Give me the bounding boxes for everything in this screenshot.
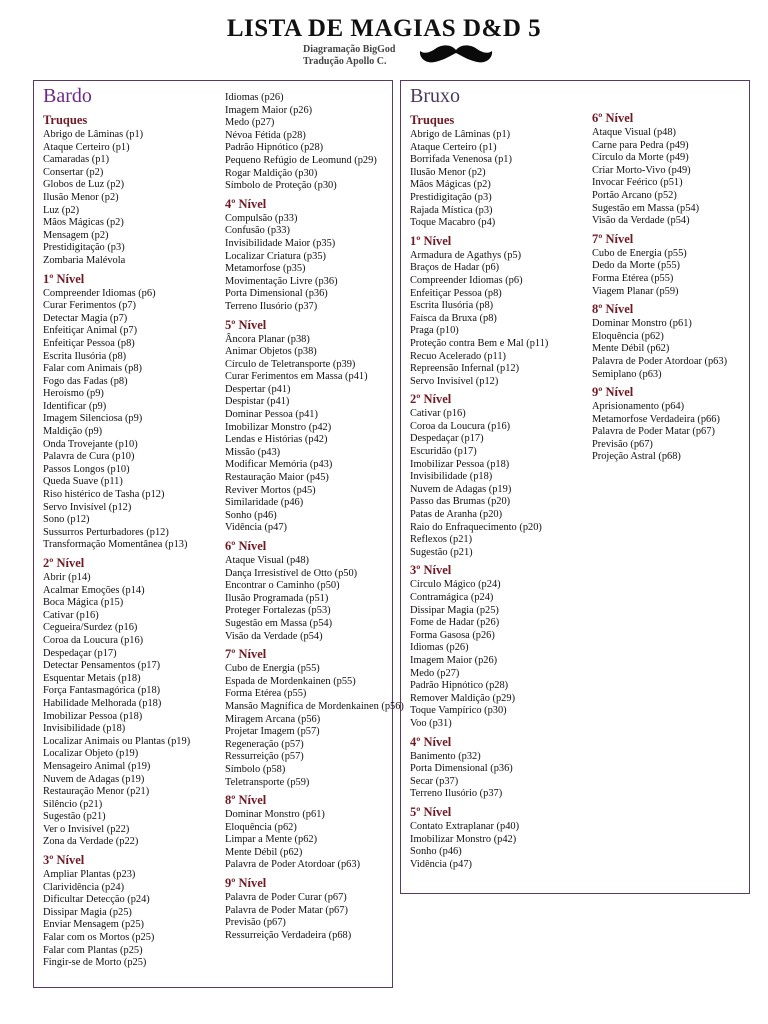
- spell-item: Secar (p37): [410, 775, 459, 787]
- spell-item: Rogar Maldição (p30): [225, 167, 318, 179]
- spell-item: Força Fantasmagórica (p18): [43, 685, 161, 697]
- spell-list: [410, 751, 585, 801]
- spell-list: [225, 555, 390, 643]
- spell-item: Despedaçar (p17): [410, 433, 484, 445]
- spell-item: Mensageiro Animal (p19): [43, 760, 151, 772]
- spell-item: Eloquência (p62): [592, 330, 664, 342]
- spell-item: Despertar (p41): [225, 383, 291, 395]
- spell-level-heading: 6º Nível: [225, 539, 267, 553]
- spell-item: Nuvem de Adagas (p19): [410, 483, 512, 495]
- spell-item: Aprisionamento (p64): [592, 401, 685, 413]
- spell-item: Cegueira/Surdez (p16): [43, 622, 138, 634]
- spell-item: Previsão (p67): [225, 917, 286, 929]
- spell-list: [592, 127, 747, 228]
- spell-item: Falar com Animais (p8): [43, 363, 142, 375]
- spell-item: Mansão Magnífica de Mordenkainen (p56): [225, 700, 404, 712]
- spell-list: [225, 334, 390, 536]
- spell-item: Forma Gasosa (p26): [410, 629, 495, 641]
- spell-item: Sono (p12): [43, 514, 90, 526]
- spell-item: Dominar Pessoa (p41): [225, 409, 318, 421]
- spell-item: Ver o Invisível (p22): [43, 823, 130, 835]
- spell-level-heading: Truques: [410, 113, 455, 127]
- spell-item: Passos Longos (p10): [43, 463, 130, 475]
- spell-item: Voo (p31): [410, 717, 452, 729]
- spell-item: Acalmar Emoções (p14): [43, 584, 145, 596]
- spell-item: Miragem Arcana (p56): [225, 713, 321, 725]
- spell-item: Vidência (p47): [410, 858, 472, 870]
- spell-item: Fingir-se de Morto (p25): [43, 957, 147, 969]
- spell-item: Imobilizar Monstro (p42): [410, 833, 517, 845]
- class-title-bruxo: Bruxo: [410, 85, 460, 107]
- spell-item: Escrita Ilusória (p8): [410, 300, 494, 312]
- spell-list: [410, 129, 585, 230]
- spell-item: Heroísmo (p9): [43, 388, 104, 400]
- spell-item: Invisibilidade (p18): [43, 723, 126, 735]
- spell-item: Coroa da Loucura (p16): [410, 420, 511, 432]
- spell-item: Círculo de Teletransporte (p39): [225, 358, 356, 370]
- spell-item: Banimento (p32): [410, 750, 481, 762]
- mustache-icon: [418, 42, 494, 68]
- spell-item: Palavra de Poder Atordoar (p63): [225, 859, 361, 871]
- spell-item: Terreno Ilusório (p37): [225, 300, 318, 312]
- spell-item: Servo Invisível (p12): [410, 375, 499, 387]
- spell-item: Porta Dimensional (p36): [410, 763, 513, 775]
- spell-item: Despistar (p41): [225, 396, 290, 408]
- spell-item: Ampliar Plantas (p23): [43, 869, 136, 881]
- spell-item: Imobilizar Pessoa (p18): [410, 458, 510, 470]
- spell-item: Zona da Verdade (p22): [43, 836, 139, 848]
- bruxo-column-2: [592, 111, 747, 464]
- spell-item: Viagem Planar (p59): [592, 285, 679, 297]
- spell-item: Ataque Certeiro (p1): [410, 141, 497, 153]
- spell-item: Toque Macabro (p4): [410, 217, 496, 229]
- spell-item: Raio do Enfraquecimento (p20): [410, 521, 542, 533]
- spell-item: Boca Mágica (p15): [43, 597, 124, 609]
- spell-item: Curar Ferimentos (p7): [43, 300, 136, 312]
- spell-item: Reflexos (p21): [410, 534, 473, 546]
- spell-item: Palavra de Poder Matar (p67): [225, 904, 348, 916]
- spell-item: Portão Arcano (p52): [592, 189, 677, 201]
- spell-item: Clarividência (p24): [43, 881, 125, 893]
- spell-list: [43, 869, 218, 970]
- spell-item: Mensagem (p2): [43, 229, 109, 241]
- spell-item: Prestidigitação (p3): [43, 242, 125, 254]
- spell-item: Âncora Planar (p38): [225, 333, 310, 345]
- spell-list: [43, 288, 218, 552]
- bardo-column-2: [225, 92, 404, 942]
- spell-list: [592, 401, 747, 464]
- spell-item: Escuridão (p17): [410, 446, 477, 458]
- spell-item: Projetar Imagem (p57): [225, 726, 320, 738]
- spell-level-heading: 1º Nível: [410, 233, 452, 248]
- spell-item: Enfeitiçar Animal (p7): [43, 325, 138, 337]
- spell-item: Armadura de Agathys (p5): [410, 249, 522, 261]
- spell-item: Enfeitiçar Pessoa (p8): [410, 287, 502, 299]
- spell-item: Localizar Criatura (p35): [225, 250, 326, 262]
- class-title-bardo: Bardo: [43, 85, 92, 107]
- spell-item: Falar com Plantas (p25): [43, 944, 143, 956]
- spell-item: Cubo de Energia (p55): [592, 247, 687, 259]
- spell-item: Transformação Momentânea (p13): [43, 539, 188, 551]
- spell-item: Palavra de Poder Curar (p67): [225, 892, 347, 904]
- spell-list: [410, 579, 585, 730]
- spell-item: Prestidigitação (p3): [410, 191, 492, 203]
- spell-level-heading: 9º Nível: [225, 876, 267, 891]
- spell-level-heading: 2º Nível: [410, 392, 452, 407]
- spell-item: Queda Suave (p11): [43, 476, 123, 488]
- spell-item: Símbolo (p58): [225, 763, 286, 775]
- credits: [303, 44, 396, 68]
- spell-item: Ressurreição Verdadeira (p68): [225, 929, 352, 941]
- spell-item: Enviar Mensagem (p25): [43, 919, 144, 931]
- bardo-column-1: [43, 85, 218, 970]
- spell-item: Compreender Idiomas (p6): [410, 274, 523, 286]
- spell-item: Toque Vampírico (p30): [410, 705, 507, 717]
- spell-item: Falar com os Mortos (p25): [43, 932, 155, 944]
- spell-item: Fogo das Fadas (p8): [43, 375, 128, 387]
- spell-item: Cubo de Energia (p55): [225, 663, 320, 675]
- spell-list: [225, 213, 390, 314]
- spell-level-heading: 3º Nível: [410, 563, 452, 578]
- spell-level-heading: 9º Nível: [592, 385, 634, 400]
- spell-item: Enfeitiçar Pessoa (p8): [43, 337, 135, 349]
- spell-item: Sonho (p46): [225, 509, 277, 521]
- spell-item: Rajada Mística (p3): [410, 204, 493, 216]
- spell-item: Proteger Fortalezas (p53): [225, 605, 331, 617]
- spell-item: Projeção Astral (p68): [592, 451, 681, 463]
- spell-item: Identificar (p9): [43, 400, 107, 412]
- spell-item: Terreno Ilusório (p37): [410, 788, 503, 800]
- spell-item: Repreensão Infernal (p12): [410, 363, 520, 375]
- spell-item: Sugestão em Massa (p54): [592, 202, 700, 214]
- spell-item: Vidência (p47): [225, 522, 287, 534]
- spell-item: Reviver Mortos (p45): [225, 484, 316, 496]
- spell-item: Detectar Pensamentos (p17): [43, 660, 161, 672]
- spell-item: Abrir (p14): [43, 572, 91, 583]
- spell-item: Encontrar o Caminho (p50): [225, 580, 340, 592]
- spell-item: Onda Trovejante (p10): [43, 438, 138, 450]
- spell-item: Movimentação Livre (p36): [225, 275, 338, 287]
- spell-level-heading: 5º Nível: [410, 804, 452, 819]
- spell-item: Espada de Mordenkainen (p55): [225, 675, 356, 687]
- spell-item: Pequeno Refúgio de Leomund (p29): [225, 154, 377, 166]
- spell-item: Imobilizar Monstro (p42): [225, 421, 332, 433]
- spell-item: Abrigo de Lâminas (p1): [410, 129, 511, 140]
- spell-item: Restauração Menor (p21): [43, 786, 150, 798]
- spell-list: [410, 408, 585, 559]
- spell-item: Invocar Feérico (p51): [592, 177, 683, 189]
- spell-list: [592, 248, 747, 298]
- spell-item: Metamorfose (p35): [225, 263, 306, 275]
- spell-item: Imagem Maior (p26): [410, 654, 498, 666]
- spell-item: Coroa da Loucura (p16): [43, 634, 144, 646]
- spell-item: Dissipar Magia (p25): [410, 604, 499, 616]
- spell-item: Remover Maldição (p29): [410, 692, 516, 704]
- spell-item: Previsão (p67): [592, 438, 653, 450]
- page-title: LISTA DE MAGIAS D&D 5: [226, 15, 542, 42]
- spell-item: Recuo Acelerado (p11): [410, 350, 506, 362]
- spell-level-heading: 4º Nível: [225, 196, 267, 211]
- spell-item: Palavra de Poder Matar (p67): [592, 426, 715, 438]
- spell-list: [43, 572, 218, 849]
- spell-item: Globos de Luz (p2): [43, 179, 125, 191]
- spell-item: Camaradas (p1): [43, 154, 110, 166]
- spell-level-heading: 7º Nível: [225, 647, 267, 662]
- spell-item: Dedo da Morte (p55): [592, 260, 681, 272]
- spell-level-heading: 2º Nível: [43, 556, 85, 570]
- spell-item: Teletransporte (p59): [225, 776, 310, 788]
- spell-item: Confusão (p33): [225, 225, 290, 237]
- spell-item: Visão da Verdade (p54): [225, 630, 323, 642]
- spell-item: Lendas e Histórias (p42): [225, 434, 328, 446]
- spell-list: [225, 663, 404, 789]
- spell-item: Eloquência (p62): [225, 821, 297, 833]
- spell-item: Mãos Mágicas (p2): [43, 217, 124, 229]
- spell-item: Dança Irresistível de Otto (p50): [225, 567, 358, 579]
- spell-item: Limpar a Mente (p62): [225, 834, 318, 846]
- spell-item: Cativar (p16): [43, 609, 99, 621]
- spell-item: Restauração Maior (p45): [225, 472, 329, 484]
- spell-item: Forma Etérea (p55): [592, 272, 674, 284]
- spell-item: Riso histérico de Tasha (p12): [43, 489, 165, 501]
- spell-item: Porta Dimensional (p36): [225, 288, 328, 300]
- credit-translation: Tradução Apollo C.: [303, 56, 387, 67]
- spell-item: Palavra de Cura (p10): [43, 451, 135, 463]
- spell-level-heading: Truques: [43, 113, 88, 127]
- spell-level-heading: 7º Nível: [592, 231, 634, 246]
- spell-item: Ressurreição (p57): [225, 751, 304, 763]
- spell-level-heading: 8º Nível: [225, 793, 267, 808]
- spell-item: Fome de Hadar (p26): [410, 617, 500, 629]
- spell-item: Símbolo de Proteção (p30): [225, 180, 337, 192]
- bruxo-column-1: [410, 85, 585, 871]
- spell-level-heading: 1º Nível: [43, 271, 85, 286]
- spell-item: Sugestão (p21): [410, 546, 473, 558]
- spell-item: Sugestão em Massa (p54): [225, 617, 333, 629]
- spell-item: Faísca da Bruxa (p8): [410, 312, 497, 324]
- spell-level-heading: 8º Nível: [592, 302, 634, 317]
- spell-item: Sugestão (p21): [43, 811, 106, 823]
- spell-item: Abrigo de Lâminas (p1): [43, 129, 144, 140]
- spell-list: [410, 821, 585, 871]
- spell-item: Padrão Hipnótico (p28): [410, 680, 509, 692]
- spell-item: Missão (p43): [225, 446, 281, 458]
- spell-item: Cativar (p16): [410, 408, 466, 420]
- spell-list: [225, 92, 390, 193]
- spell-item: Criar Morto-Vivo (p49): [592, 164, 691, 176]
- spell-item: Zombaria Malévola: [43, 254, 126, 266]
- spell-item: Metamorfose Verdadeira (p66): [592, 413, 720, 425]
- spell-item: Mente Débil (p62): [225, 846, 303, 858]
- spell-item: Medo (p27): [410, 667, 460, 679]
- spell-level-heading: 4º Nível: [410, 734, 452, 749]
- spell-item: Silêncio (p21): [43, 798, 103, 810]
- spell-item: Nuvem de Adagas (p19): [43, 773, 145, 785]
- spell-item: Passo das Brumas (p20): [410, 496, 511, 508]
- spell-level-heading: 6º Nível: [592, 111, 634, 125]
- spell-list: [410, 250, 585, 389]
- spell-item: Círculo da Morte (p49): [592, 152, 689, 164]
- spell-item: Animar Objetos (p38): [225, 346, 317, 358]
- spell-item: Esquentar Metais (p18): [43, 672, 141, 684]
- spell-item: Proteção contra Bem e Mal (p11): [410, 337, 549, 349]
- spell-item: Compreender Idiomas (p6): [43, 287, 156, 299]
- spell-item: Escrita Ilusória (p8): [43, 350, 127, 362]
- spell-item: Dominar Monstro (p61): [225, 809, 325, 821]
- spell-item: Ilusão Menor (p2): [410, 166, 486, 178]
- spell-level-heading: 3º Nível: [43, 853, 85, 868]
- spell-level-heading: 5º Nível: [225, 317, 267, 332]
- spell-item: Névoa Fétida (p28): [225, 129, 306, 141]
- spell-item: Semiplano (p63): [592, 368, 662, 380]
- spell-item: Círculo Mágico (p24): [410, 579, 501, 591]
- spell-item: Visão da Verdade (p54): [592, 215, 690, 227]
- spell-item: Modificar Memória (p43): [225, 459, 333, 471]
- spell-item: Mãos Mágicas (p2): [410, 179, 491, 191]
- spell-list: [43, 129, 218, 268]
- spell-item: Ataque Visual (p48): [225, 555, 310, 566]
- credit-layout: Diagramação BigGod: [303, 44, 396, 55]
- spell-item: Habilidade Melhorada (p18): [43, 697, 162, 709]
- spell-item: Compulsão (p33): [225, 212, 298, 224]
- spell-item: Padrão Hipnótico (p28): [225, 142, 324, 154]
- spell-item: Ataque Visual (p48): [592, 127, 677, 138]
- spell-item: Palavra de Poder Atordoar (p63): [592, 355, 728, 367]
- spell-item: Luz (p2): [43, 204, 80, 216]
- spell-item: Dissipar Magia (p25): [43, 906, 132, 918]
- spell-item: Patas de Aranha (p20): [410, 509, 503, 521]
- spell-item: Localizar Animais ou Plantas (p19): [43, 735, 191, 747]
- spell-item: Dificultar Detecção (p24): [43, 894, 150, 906]
- spell-item: Imagem Silenciosa (p9): [43, 413, 143, 425]
- spell-item: Ilusão Menor (p2): [43, 191, 119, 203]
- spell-list: [592, 318, 747, 381]
- spell-item: Invisibilidade Maior (p35): [225, 237, 336, 249]
- spell-item: Mente Débil (p62): [592, 343, 670, 355]
- spell-item: Maldição (p9): [43, 426, 103, 438]
- spell-item: Imobilizar Pessoa (p18): [43, 710, 143, 722]
- spell-item: Sonho (p46): [410, 846, 462, 858]
- spell-item: Regeneração (p57): [225, 738, 304, 750]
- spell-item: Contato Extraplanar (p40): [410, 820, 520, 832]
- spell-item: Localizar Objeto (p19): [43, 748, 139, 760]
- spell-item: Sussurros Perturbadores (p12): [43, 526, 169, 538]
- spell-item: Consertar (p2): [43, 166, 104, 178]
- spell-item: Curar Ferimentos em Massa (p41): [225, 371, 368, 383]
- spell-item: Contramágica (p24): [410, 592, 494, 603]
- spell-item: Invisibilidade (p18): [410, 471, 493, 483]
- spell-item: Carne para Pedra (p49): [592, 139, 689, 151]
- spell-item: Idiomas (p26): [225, 92, 284, 103]
- spell-item: Ataque Certeiro (p1): [43, 141, 130, 153]
- spell-item: Idiomas (p26): [410, 642, 469, 654]
- spell-item: Similaridade (p46): [225, 497, 304, 509]
- spell-item: Dominar Monstro (p61): [592, 318, 692, 330]
- spell-item: Imagem Maior (p26): [225, 104, 313, 116]
- spell-list: [225, 809, 390, 872]
- spell-list: [225, 892, 390, 942]
- spell-item: Ilusão Programada (p51): [225, 592, 329, 604]
- spell-item: Braços de Hadar (p6): [410, 262, 500, 274]
- spell-item: Medo (p27): [225, 117, 275, 129]
- spell-item: Despedaçar (p17): [43, 647, 117, 659]
- spell-item: Praga (p10): [410, 325, 459, 337]
- spell-item: Borrifada Venenosa (p1): [410, 154, 512, 166]
- spell-item: Servo Invisível (p12): [43, 501, 132, 513]
- spell-item: Forma Etérea (p55): [225, 688, 307, 700]
- spell-item: Detectar Magia (p7): [43, 312, 128, 324]
